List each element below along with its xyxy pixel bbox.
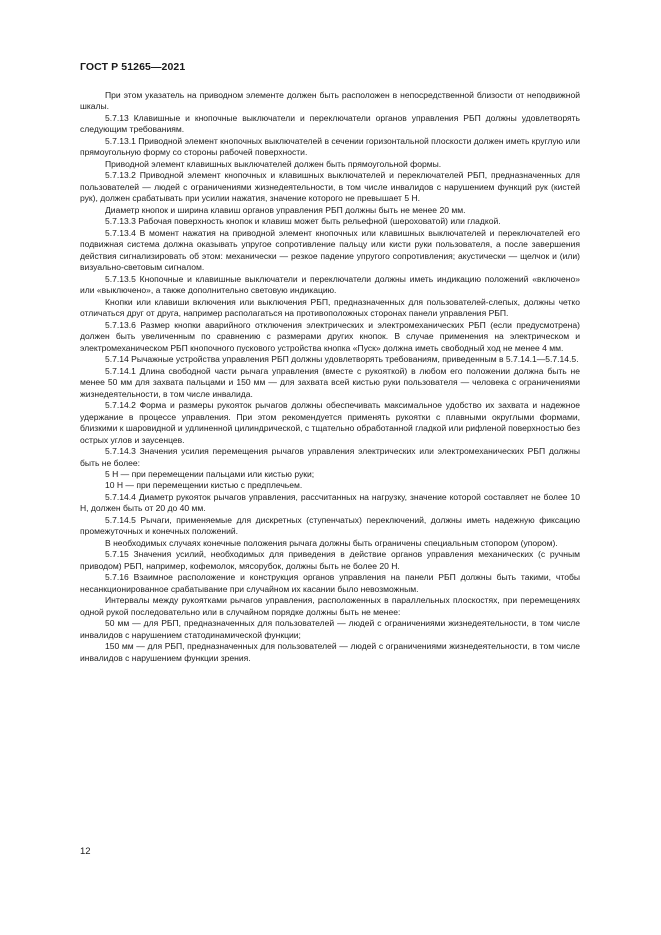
paragraph: 5.7.14.4 Диаметр рукояток рычагов управления, рассчитанных на нагрузку, значение которой составляет не более 10 Н, должен быть от 20 до 40 мм. [80, 491, 580, 514]
paragraph: 5.7.14 Рычажные устройства управления РБП должны удовлетворять требованиям, приведенным в 5.7.14.1—5.7.14.5. [105, 354, 579, 365]
paragraph: 5.7.14.3 Значения усилия перемещения рычагов управления электрических или электромеханических РБП должны быть не более: [80, 446, 580, 468]
paragraph: При этом указатель на приводном элементе должен быть расположен в непосредственной близости от неподвижной шкалы. [80, 90, 580, 112]
paragraph: Приводной элемент клавишных выключателей должен быть прямоугольной формы. [105, 158, 442, 169]
paragraph: 5.7.14.2 Форма и размеры рукояток рычагов должны обеспечивать максимальное удобство их захвата и надежное удержание в процессе управления. При этом рекомендуется применять рукоятки с плавными округлыми формами, близкими к шаровидной и удлиненной цилиндрической, с тщательно обработанной гладкой или рифленой поверхностью без острых углов и заусенцев. [80, 400, 580, 445]
paragraph: 5.7.15 Значения усилий, необходимых для приведения в действие органов управления механических (с ручным приводом) РБП, например, кофемолок, мясорубок, должны быть не более 20 Н. [80, 549, 580, 571]
paragraph: 10 Н — при перемещении кистью с предплечьем. [105, 480, 303, 491]
paragraph: 150 мм — для РБП, предназначенных для пользователей — людей с ограничениями жизнедеятельности, в том числе инвалидов с нарушением функции зрения. [80, 641, 580, 663]
paragraph: Диаметр кнопок и ширина клавиш органов управления РБП должны быть не менее 20 мм. [105, 204, 466, 215]
paragraph: 5.7.13 Клавишные и кнопочные выключатели и переключатели органов управления РБП должны удовлетворять следующим требованиям. [80, 112, 580, 135]
paragraph: 5 Н — при перемещении пальцами или кистью руки; [105, 468, 315, 479]
document-header: ГОСТ Р 51265—2021 [80, 61, 186, 73]
paragraph: 5.7.16 Взаимное расположение и конструкция органов управления на панели РБП должны быть такими, чтобы несанкционированное срабатывание при случайном их касании было невозможным. [80, 572, 580, 594]
paragraph: 5.7.13.6 Размер кнопки аварийного отключения электрических и электромеханических РБП (если предусмотрена) должен быть увеличенным по сравнению с размерами других кнопок. В случае применения на электрическом и электромеханическом РБП кнопочного пускового устройства кнопка «Пуск» должна иметь свободный ход не менее 4 мм. [80, 319, 580, 353]
paragraph: 5.7.13.2 Приводной элемент кнопочных и клавишных выключателей и переключателей РБП, предназначенных для пользователей — людей с ограничениями жизнедеятельности, в том числе инвалидов с нарушением функций рук (кистей рук), должен срабатывать при усилии нажатия, значение которого не превышает 5 Н. [80, 170, 580, 204]
paragraph: В необходимых случаях конечные положения рычага должны быть ограничены специальным стопором (упором). [105, 537, 558, 548]
paragraph: 5.7.13.1 Приводной элемент кнопочных выключателей в сечении горизонтальной плоскости должен иметь круглую или прямоугольную форму со стороны рабочей поверхности. [80, 135, 580, 158]
paragraph: 50 мм — для РБП, предназначенных для пользователей — людей с ограничениями жизнедеятельности, в том числе инвалидов с нарушением статодинамической функции; [80, 618, 580, 640]
paragraph: Интервалы между рукоятками рычагов управления, расположенных в параллельных плоскостях, при перемещениях одной рукой последовательно или в случайном порядке должны быть не менее: [80, 595, 580, 617]
paragraph: 5.7.14.1 Длина свободной части рычага управления (вместе с рукояткой) в любом его положении должна быть не менее 50 мм для захвата пальцами и 150 мм — для захвата всей кистью руки пользователя — человека с ограничениями жизнедеятельности, в том числе инвалида. [80, 365, 580, 399]
document-body [80, 90, 580, 664]
page-number: 12 [80, 846, 91, 857]
paragraph: 5.7.13.4 В момент нажатия на приводной элемент кнопочных или клавишных выключателей и переключателей его подвижная система должна оказывать упругое сопротивление пальцу или кисти руки пользователя, а после завершения действия сигнализировать об этом: механически — резкое падение упругого сопротивления; акустически — щелчок и (или) визуально-световым сигналом. [80, 227, 580, 273]
paragraph: Кнопки или клавиши включения или выключения РБП, предназначенных для пользователей-слепых, должны четко отличаться друг от друга, например располагаться на противоположных сторонах панели управления РБП. [80, 296, 580, 319]
paragraph: 5.7.13.3 Рабочая поверхность кнопок и клавиш может быть рельефной (шероховатой) или гладкой. [105, 216, 501, 227]
paragraph: 5.7.13.5 Кнопочные и клавишные выключатели и переключатели должны иметь индикацию положений «включено» или «выключено», а также дополнительно световую индикацию. [80, 273, 580, 296]
paragraph: 5.7.14.5 Рычаги, применяемые для дискретных (ступенчатых) переключений, должны иметь надежную фиксацию промежуточных и конечных положений. [80, 514, 580, 537]
